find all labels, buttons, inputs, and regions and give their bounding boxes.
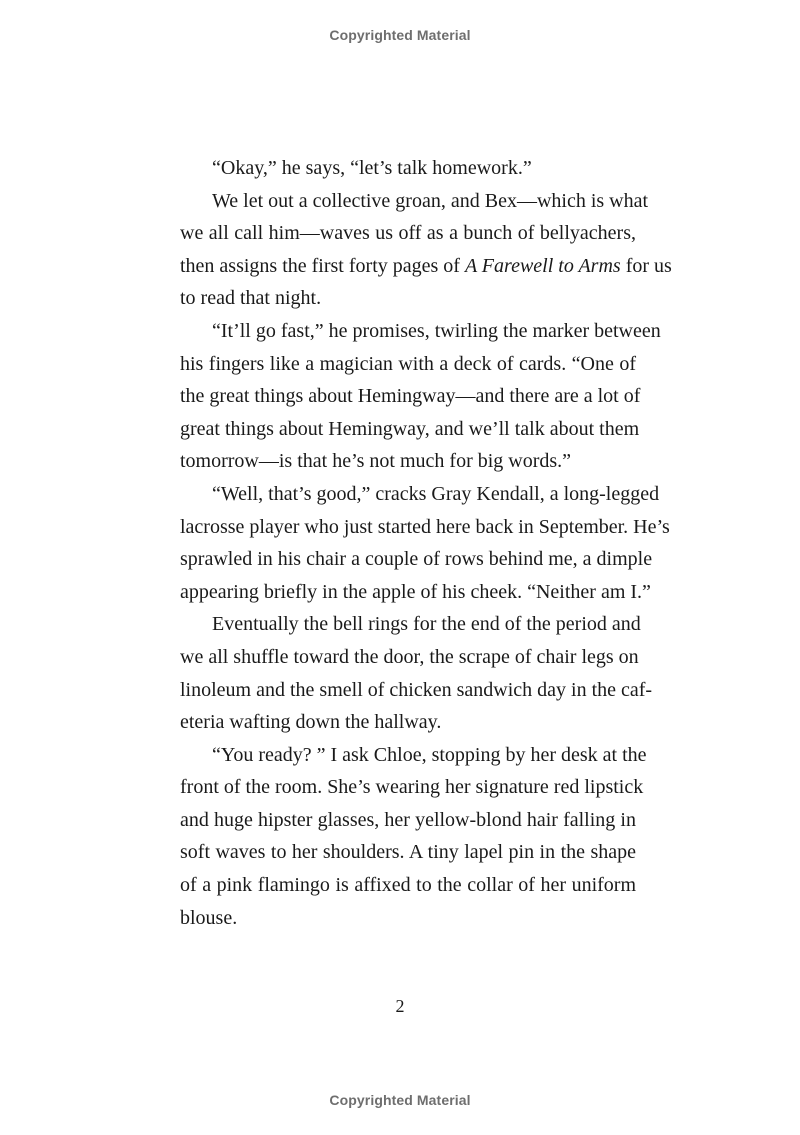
text-line: blouse.: [180, 906, 238, 929]
text-line: soft waves to her shoulders. A tiny lapel pin in the shape: [180, 841, 636, 864]
text-segment: then assigns the first forty pages of: [180, 254, 465, 277]
text-line: and huge hipster glasses, her yellow-blond hair falling in: [180, 808, 636, 831]
watermark-top: Copyrighted Material: [329, 27, 471, 43]
paragraph-3: [148, 315, 661, 478]
text-line: appearing briefly in the apple of his cheek. “Neither am I.”: [180, 580, 651, 603]
text-line: of a pink flamingo is affixed to the collar of her uniform: [180, 874, 636, 897]
text-line: [148, 250, 672, 283]
text-line: front of the room. She’s wearing her signature red lipstick: [180, 776, 644, 799]
text-line: We let out a collective groan, and Bex—which is what: [212, 189, 649, 212]
text-line: Eventually the bell rings for the end of the period and: [212, 613, 641, 636]
text-line: “You ready? ” I ask Chloe, stopping by her desk at the: [212, 743, 647, 766]
text-line: sprawled in his chair a couple of rows behind me, a dimple: [180, 548, 653, 571]
text-line: “It’ll go fast,” he promises, twirling the marker between: [212, 319, 661, 342]
text-line: great things about Hemingway, and we’ll talk about them: [180, 417, 640, 440]
paragraph-4: [148, 478, 670, 608]
paragraph-5: [148, 608, 653, 738]
text-line: “Okay,” he says, “let’s talk homework.”: [212, 157, 532, 179]
text-line: to read that night.: [180, 287, 322, 310]
text-line: “Well, that’s good,” cracks Gray Kendall, a long-legged: [212, 482, 660, 505]
paragraph-2: [148, 185, 672, 315]
text-line: tomorrow—is that he’s not much for big words.”: [180, 450, 572, 473]
text-line: lacrosse player who just started here back in September. He’s: [180, 515, 670, 538]
book-title: A Farewell to Arms: [464, 254, 621, 277]
paragraph-6: [148, 739, 647, 935]
text-line: the great things about Hemingway—and there are a lot of: [180, 385, 641, 408]
text-line: we all shuffle toward the door, the scrape of chair legs on: [180, 645, 639, 668]
page-body: [148, 152, 672, 934]
text-line: linoleum and the smell of chicken sandwich day in the caf-: [180, 678, 653, 701]
text-line: we all call him—waves us off as a bunch of bellyachers,: [180, 222, 636, 245]
text-line: eteria wafting down the hallway.: [180, 711, 442, 734]
watermark-bottom: Copyrighted Material: [329, 1092, 471, 1108]
text-segment: for us: [620, 254, 672, 277]
paragraph-1: [148, 152, 636, 185]
page-number: 2: [395, 996, 405, 1016]
text-line: his fingers like a magician with a deck of cards. “One of: [180, 352, 636, 375]
